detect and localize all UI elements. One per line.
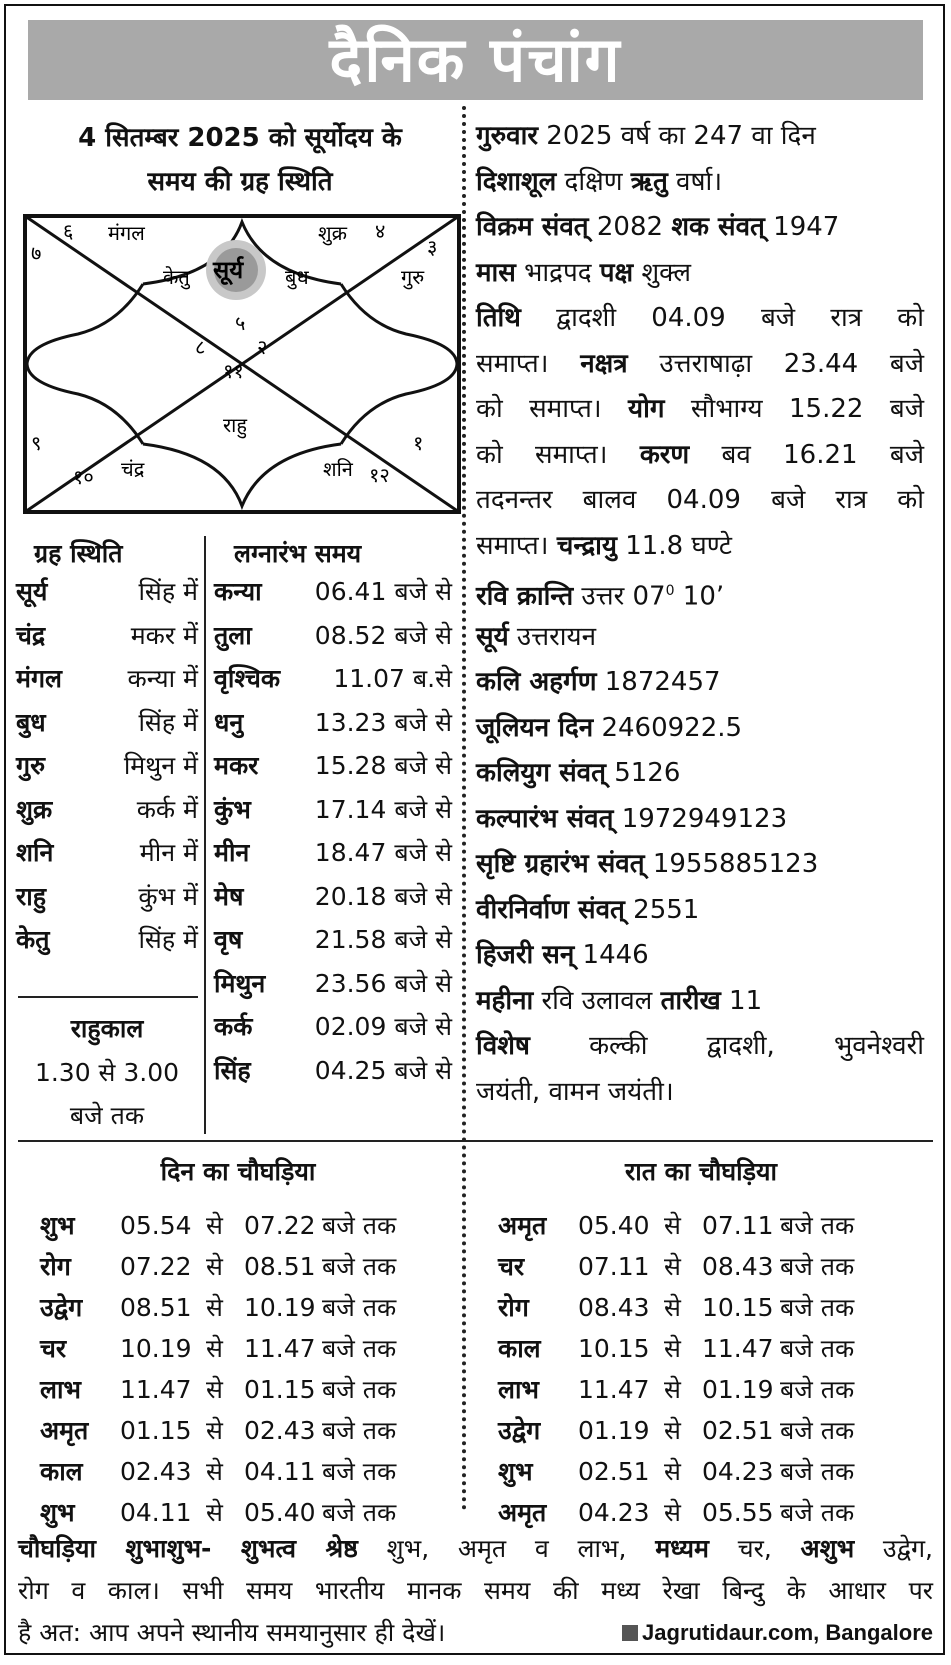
lagna-time: 17.14 बजे से (314, 794, 452, 824)
line-weekday: गुरुवार 2025 वर्ष का 247 वा दिन (476, 121, 816, 151)
choghadiya-to: 10.15 (702, 1293, 774, 1322)
lagna-sign: सिंह (214, 1055, 251, 1085)
choghadiya-tak: बजे तक (322, 1375, 397, 1404)
planet-name: मंगल (16, 664, 62, 693)
choghadiya-name: रोग (40, 1252, 71, 1281)
planet-chandra: चंद्र (121, 457, 145, 481)
choghadiya-to: 02.43 (244, 1416, 316, 1445)
house-number-10: १० (73, 465, 94, 489)
footer-line2: रोग व काल। सभी समय भारतीय मानक समय की मध्य रेखा बिन्दु के आधार पर (18, 1576, 933, 1605)
lagna-time: 21.58 बजे से (314, 925, 452, 954)
grah-sthiti-heading: ग्रह स्थिति (34, 539, 123, 568)
choghadiya-name: चर (498, 1252, 525, 1281)
choghadiya-name: लाभ (40, 1375, 82, 1404)
lagna-time: 04.25 बजे से (314, 1055, 452, 1085)
rahukaal-time: 1.30 से 3.00 (34, 1058, 180, 1087)
house-number-3: ३ (427, 235, 438, 259)
line-samvat: विक्रम संवत् 2082 शक संवत् 1947 (476, 212, 840, 242)
choghadiya-se: से (664, 1416, 681, 1445)
choghadiya-row (18, 1328, 458, 1369)
choghadiya-tak: बजे तक (322, 1416, 397, 1445)
choghadiya-row (18, 1410, 458, 1451)
panchang-page (4, 4, 945, 1655)
line-chandrayu: समाप्त। चन्द्रायु 11.8 घण्टे (476, 530, 732, 561)
planet-name: बुध (16, 707, 46, 737)
lagna-time: 13.23 बजे से (314, 707, 452, 737)
lagna-time: 15.28 बजे से (314, 751, 452, 780)
grah-sthiti-row (16, 574, 198, 620)
lagna-time: 06.41 बजे से (314, 577, 452, 606)
planet-rashi: सिंह में (138, 707, 198, 737)
choghadiya-name: शुभ (40, 1211, 75, 1240)
choghadiya-name: रोग (498, 1293, 529, 1322)
planet-rashi: कर्क में (136, 794, 198, 824)
line-julian-day: जूलियन दिन 2460922.5 (476, 712, 743, 743)
choghadiya-to: 07.22 (244, 1211, 316, 1240)
line-hijri: हिजरी सन् 1446 (476, 940, 649, 970)
choghadiya-from: 10.19 (120, 1334, 192, 1363)
grah-sthiti-row (16, 618, 198, 664)
lagnarambh-row (214, 618, 452, 664)
planet-name: गुरु (16, 751, 46, 780)
choghadiya-row (18, 1205, 458, 1246)
choghadiya-from: 10.15 (578, 1334, 650, 1363)
choghadiya-from: 07.11 (578, 1252, 650, 1281)
grah-sthiti-row (16, 661, 198, 707)
choghadiya-row (476, 1246, 916, 1287)
planet-name: शुक्र (16, 794, 53, 824)
lagna-sign: मकर (214, 751, 259, 780)
rahukaal-heading: राहुकाल (70, 1014, 144, 1043)
house-number-2: २ (257, 335, 268, 359)
line-kalparambh-samvat: कल्पारंभ संवत् 1972949123 (476, 803, 788, 834)
lagna-time: 08.52 बजे से (314, 620, 452, 650)
planet-shukra: शुक्र (318, 221, 347, 245)
choghadiya-se: से (664, 1252, 681, 1281)
raat-choghadiya-heading: रात का चौघड़िया (625, 1157, 777, 1186)
choghadiya-to: 08.51 (244, 1252, 316, 1281)
choghadiya-from: 05.54 (120, 1211, 192, 1240)
line-srishti-samvat: सृष्टि ग्रहारंभ संवत् 1955885123 (476, 849, 819, 879)
planet-name: शनि (16, 838, 54, 867)
choghadiya-to: 04.23 (702, 1457, 774, 1486)
choghadiya-tak: बजे तक (322, 1498, 397, 1527)
choghadiya-name: अमृत (40, 1416, 89, 1445)
planet-shani: शनि (323, 457, 353, 481)
choghadiya-row (18, 1246, 458, 1287)
choghadiya-from: 02.43 (120, 1457, 192, 1486)
lagna-sign: मिथुन (214, 968, 266, 998)
lagna-time: 11.07 ब.से (333, 664, 452, 693)
choghadiya-name: काल (498, 1334, 541, 1363)
lagna-sign: कर्क (214, 1012, 253, 1041)
choghadiya-row (18, 1451, 458, 1492)
planet-rashi: सिंह में (138, 577, 198, 606)
line-dishashool: दिशाशूल दक्षिण ऋतु वर्षा। (476, 166, 723, 197)
planet-rashi: मकर में (130, 620, 198, 650)
choghadiya-tak: बजे तक (322, 1334, 397, 1363)
planet-budh: बुध (285, 265, 309, 289)
lagna-sign: वृश्चिक (214, 664, 281, 693)
grah-sthiti-row (16, 879, 198, 925)
choghadiya-tak: बजे तक (322, 1211, 397, 1240)
house-number-6: ६ (63, 219, 74, 243)
choghadiya-row (18, 1369, 458, 1410)
choghadiya-to: 05.40 (244, 1498, 316, 1527)
lagna-sign: मीन (214, 838, 250, 867)
line-ravi-kranti: रवि क्रान्ति उत्तर $07^0$ 10’ (476, 581, 725, 612)
line-tithi: तिथि द्वादशी 04.09 बजे रात्र को (476, 303, 924, 333)
lagnarambh-row (214, 792, 452, 838)
choghadiya-se: से (206, 1457, 223, 1486)
choghadiya-se: से (664, 1457, 681, 1486)
planet-name: सूर्य (16, 577, 48, 606)
choghadiya-from: 11.47 (578, 1375, 650, 1404)
line-mahina: महीना रवि उलावल तारीख 11 (476, 985, 763, 1016)
lagnarambh-row (214, 574, 452, 620)
choghadiya-se: से (664, 1334, 681, 1363)
choghadiya-from: 05.40 (578, 1211, 650, 1240)
planet-name: चंद्र (16, 620, 46, 650)
choghadiya-se: से (206, 1211, 223, 1240)
choghadiya-tak: बजे तक (780, 1334, 855, 1363)
choghadiya-from: 02.51 (578, 1457, 650, 1486)
footer-note (18, 1528, 933, 1654)
choghadiya-to: 11.47 (702, 1334, 774, 1363)
line-kali-ahargan: कलि अहर्गण 1872457 (476, 667, 721, 697)
choghadiya-se: से (664, 1375, 681, 1404)
choghadiya-from: 08.51 (120, 1293, 192, 1322)
lagna-sign: मेष (214, 881, 244, 911)
choghadiya-name: शुभ (498, 1457, 533, 1486)
planet-rashi: मिथुन में (123, 751, 198, 780)
house-number-1: १ (413, 431, 424, 455)
line-nakshatra: समाप्त। नक्षत्र उत्तराषाढ़ा 23.44 बजे (476, 348, 924, 379)
choghadiya-from: 01.15 (120, 1416, 192, 1445)
planet-ketu: केतु (163, 265, 190, 289)
choghadiya-name: लाभ (498, 1375, 540, 1404)
house-number-4: ४ (375, 219, 386, 243)
kundli-title (18, 116, 462, 204)
choghadiya-row (476, 1328, 916, 1369)
page-title: दैनिक पंचांग (28, 20, 923, 100)
choghadiya-from: 04.11 (120, 1498, 192, 1527)
choghadiya-to: 01.19 (702, 1375, 774, 1404)
choghadiya-from: 08.43 (578, 1293, 650, 1322)
lagna-time: 23.56 बजे से (314, 968, 452, 998)
choghadiya-to: 08.43 (702, 1252, 774, 1281)
lagnarambh-row (214, 1009, 452, 1055)
choghadiya-from: 07.22 (120, 1252, 192, 1281)
choghadiya-from: 04.23 (578, 1498, 650, 1527)
lagna-time: 02.09 बजे से (314, 1012, 452, 1041)
choghadiya-to: 05.55 (702, 1498, 774, 1527)
choghadiya-name: काल (40, 1457, 83, 1486)
choghadiya-name: अमृत (498, 1498, 547, 1527)
lagnarambh-row (214, 1053, 452, 1099)
footer-line1: चौघड़िया शुभाशुभ- शुभत्व श्रेष्ठ शुभ, अमृत व लाभ, मध्यम चर, अशुभ उद्वेग, (18, 1534, 934, 1563)
line-karan-cont: तदनन्तर बालव 04.09 बजे रात्र को (476, 485, 924, 515)
line-karan: को समाप्त। करण बव 16.21 बजे (476, 439, 924, 470)
choghadiya-se: से (664, 1498, 681, 1527)
kundli-title-line1: 4 सितम्बर 2025 को सूर्योदय के (78, 123, 402, 153)
choghadiya-name: उद्वेग (40, 1293, 83, 1322)
rahukaal-divider (18, 996, 198, 998)
choghadiya-row (476, 1410, 916, 1451)
choghadiya-to: 07.11 (702, 1211, 774, 1240)
choghadiya-to: 01.15 (244, 1375, 316, 1404)
choghadiya-se: से (206, 1252, 223, 1281)
footer-line3: है अत: आप अपने स्थानीय समयानुसार ही देखें। Jagrutidaur.com, Bangalore (18, 1612, 933, 1654)
choghadiya-se: से (206, 1498, 223, 1527)
choghadiya-tak: बजे तक (322, 1293, 397, 1322)
grah-sthiti-row (16, 792, 198, 838)
grah-sthiti-row (16, 922, 198, 968)
choghadiya-tak: बजे तक (780, 1293, 855, 1322)
choghadiya-tak: बजे तक (780, 1252, 855, 1281)
choghadiya-from: 01.19 (578, 1416, 650, 1445)
line-kaliyug-samvat: कलियुग संवत् 5126 (476, 758, 681, 788)
choghadiya-se: से (206, 1293, 223, 1322)
choghadiya-se: से (206, 1416, 223, 1445)
din-choghadiya-heading: दिन का चौघड़िया (160, 1157, 316, 1186)
planet-surya: सूर्य (213, 256, 244, 284)
square-bullet-icon (622, 1625, 638, 1641)
lagnarambh-row (214, 661, 452, 707)
choghadiya-row (18, 1492, 458, 1533)
choghadiya-to: 10.19 (244, 1293, 316, 1322)
choghadiya-se: से (206, 1334, 223, 1363)
planet-mangal: मंगल (108, 221, 145, 245)
line-surya: सूर्य उत्तरायन (476, 621, 597, 652)
kundli-title-line2: समय की ग्रह स्थिति (147, 167, 333, 197)
choghadiya-tak: बजे तक (780, 1211, 855, 1240)
lagnarambh-row (214, 966, 452, 1012)
section-divider (18, 1140, 933, 1142)
choghadiya-tak: बजे तक (780, 1498, 855, 1527)
house-number-8: ८ (195, 335, 206, 359)
choghadiya-row (476, 1492, 916, 1533)
lagnarambh-heading: लग्नारंभ समय (234, 539, 362, 568)
planet-rahu: राहु (223, 413, 247, 437)
choghadiya-se: से (206, 1375, 223, 1404)
planet-name: केतु (16, 925, 50, 954)
choghadiya-tak: बजे तक (322, 1457, 397, 1486)
grah-lagna-divider (204, 536, 206, 1134)
planet-rashi: कुंभ में (138, 881, 198, 911)
planet-guru: गुरु (401, 265, 425, 289)
rahukaal-time-suffix: बजे तक (69, 1101, 145, 1130)
line-veernirvan-samvat: वीरनिर्वाण संवत् 2551 (476, 894, 700, 925)
lagna-sign: तुला (214, 620, 252, 650)
lagna-time: 20.18 बजे से (314, 881, 452, 911)
choghadiya-row (476, 1369, 916, 1410)
grah-sthiti-row (16, 835, 198, 881)
lagna-sign: कन्या (214, 577, 262, 606)
kundli-chart (23, 214, 461, 514)
lagna-time: 18.47 बजे से (314, 838, 452, 867)
house-number-5: ५ (235, 311, 246, 335)
choghadiya-to: 11.47 (244, 1334, 316, 1363)
panchang-details (476, 114, 924, 1115)
grah-sthiti-row (16, 748, 198, 794)
brand-credit: Jagrutidaur.com, Bangalore (622, 1612, 933, 1654)
choghadiya-row (476, 1205, 916, 1246)
choghadiya-se: से (664, 1293, 681, 1322)
choghadiya-row (476, 1287, 916, 1328)
planet-rashi: मीन में (139, 838, 198, 867)
choghadiya-se: से (664, 1211, 681, 1240)
choghadiya-name: अमृत (498, 1211, 547, 1240)
line-vishesh-cont: जयंती, वामन जयंती। (476, 1076, 674, 1107)
choghadiya-row (18, 1287, 458, 1328)
house-number-12: १२ (369, 463, 390, 487)
line-vishesh: विशेष कल्की द्वादशी, भुवनेश्वरी (476, 1031, 924, 1061)
choghadiya-tak: बजे तक (780, 1457, 855, 1486)
choghadiya-from: 11.47 (120, 1375, 192, 1404)
lagnarambh-row (214, 835, 452, 881)
column-divider (462, 106, 466, 1511)
lagna-sign: वृष (214, 925, 243, 954)
house-number-11: ११ (223, 359, 244, 383)
lagnarambh-row (214, 879, 452, 925)
choghadiya-name: शुभ (40, 1498, 75, 1527)
lagnarambh-row (214, 922, 452, 968)
lagnarambh-row (214, 705, 452, 751)
choghadiya-name: चर (40, 1334, 67, 1363)
lagnarambh-row (214, 748, 452, 794)
planet-name: राहु (16, 881, 46, 911)
line-maas: मास भाद्रपद पक्ष शुक्ल (476, 257, 691, 288)
planet-rashi: कन्या में (127, 664, 198, 693)
house-number-9: ९ (31, 431, 42, 455)
line-yoga: को समाप्त। योग सौभाग्य 15.22 बजे (476, 394, 924, 424)
lagna-sign: कुंभ (214, 794, 251, 824)
choghadiya-to: 02.51 (702, 1416, 774, 1445)
lagna-sign: धनु (214, 707, 244, 737)
planet-rashi: सिंह में (138, 925, 198, 954)
choghadiya-tak: बजे तक (780, 1416, 855, 1445)
choghadiya-tak: बजे तक (780, 1375, 855, 1404)
choghadiya-row (476, 1451, 916, 1492)
choghadiya-name: उद्वेग (498, 1416, 541, 1445)
grah-sthiti-row (16, 705, 198, 751)
house-number-7: ७ (31, 241, 42, 265)
choghadiya-to: 04.11 (244, 1457, 316, 1486)
choghadiya-tak: बजे तक (322, 1252, 397, 1281)
